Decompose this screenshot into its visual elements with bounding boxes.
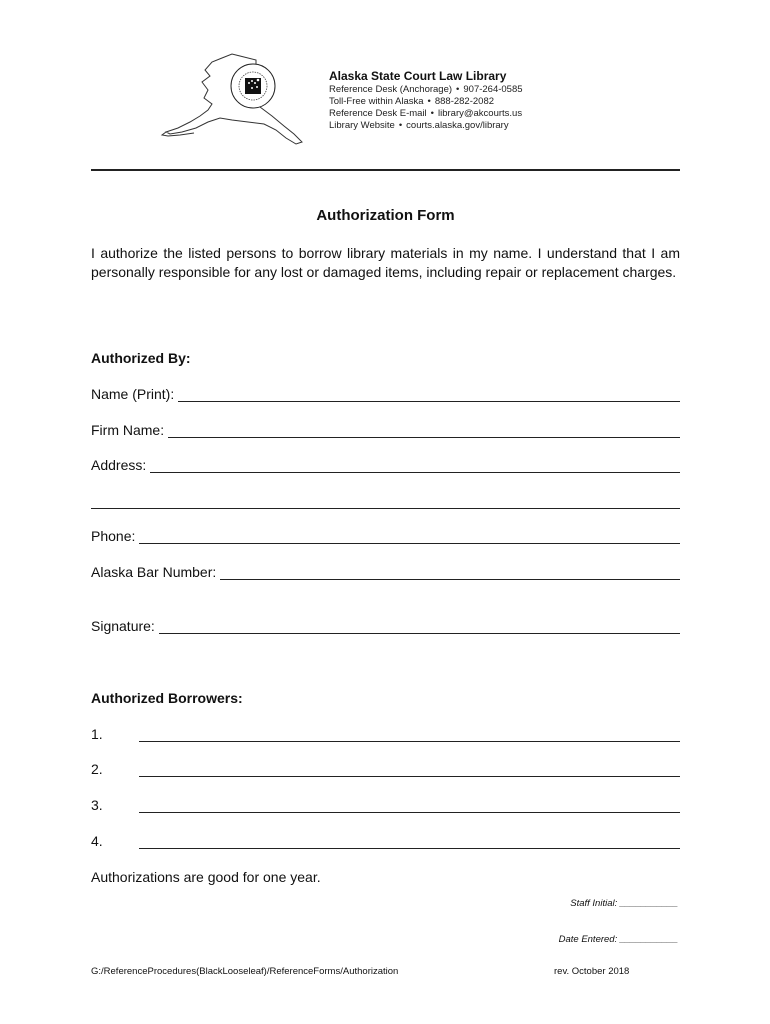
phone-label: Phone: [91,528,136,544]
borrower-2-input-line[interactable] [139,762,680,777]
library-name: Alaska State Court Law Library [329,69,507,83]
borrower-number: 3. [91,797,103,813]
contact-line-reference-desk [329,84,523,96]
contact-line-website [329,120,523,132]
library-contact-block [329,70,523,132]
authorized-borrowers-heading: Authorized Borrowers: [91,690,243,706]
bullet-separator: • [430,108,434,119]
borrower-row-2 [91,761,680,777]
name-print-field [91,386,680,402]
contact-label: Toll-Free within Alaska [329,96,424,107]
form-title: Authorization Form [316,207,455,224]
borrower-row-1 [91,726,680,742]
footer-file-path: G:/ReferenceProcedures(BlackLooseleaf)/ReferenceForms/Authorization [91,966,399,977]
signature-input-line[interactable] [159,619,680,634]
contact-label: Reference Desk E-mail [329,108,427,119]
signature-label: Signature: [91,618,155,634]
bullet-separator: • [456,84,460,95]
borrower-row-3 [91,797,680,813]
address-label: Address: [91,457,147,473]
borrower-number: 1. [91,726,103,742]
borrower-1-input-line[interactable] [139,727,680,742]
bullet-separator: • [427,96,431,107]
contact-label: Reference Desk (Anchorage) [329,84,453,95]
authorization-statement: I authorize the listed persons to borrow library materials in my name. I understand that I am personally responsible for any lost or damaged items, including repair or replacement charges. [91,245,680,280]
signature-field [91,618,680,634]
phone-input-line[interactable] [139,529,680,544]
name-print-input-line[interactable] [178,387,680,402]
address-input-line[interactable] [150,458,680,473]
contact-line-email [329,108,523,120]
firm-name-field [91,422,680,438]
address-second-line[interactable] [91,508,680,509]
staff-initial: Staff Initial: ___________ [570,898,678,909]
contact-value: courts.alaska.gov/library [406,120,509,131]
alaska-map-seal-logo [160,50,310,150]
contact-value: library@akcourts.us [438,108,523,119]
date-entered: Date Entered: ___________ [558,934,678,945]
borrower-4-input-line[interactable] [139,834,680,849]
contact-value: 907-264-0585 [463,84,523,95]
alaska-bar-number-input-line[interactable] [220,565,680,580]
firm-name-label: Firm Name: [91,422,165,438]
header-divider [91,169,680,171]
bullet-separator: • [398,120,403,131]
authorized-by-heading: Authorized By: [91,350,191,366]
contact-line-toll-free [329,96,523,108]
borrower-number: 4. [91,833,103,849]
address-field [91,457,680,473]
borrower-row-4 [91,833,680,849]
alaska-bar-number-label: Alaska Bar Number: [91,564,217,580]
name-print-label: Name (Print): [91,386,175,402]
phone-field [91,528,680,544]
contact-label: Library Website [329,120,395,131]
contact-value: 888-282-2082 [434,96,495,107]
footer-revision: rev. October 2018 [554,966,630,977]
alaska-bar-number-field [91,564,680,580]
borrower-number: 2. [91,761,103,777]
validity-note: Authorizations are good for one year. [91,869,321,885]
borrower-3-input-line[interactable] [139,798,680,813]
firm-name-input-line[interactable] [168,423,680,438]
